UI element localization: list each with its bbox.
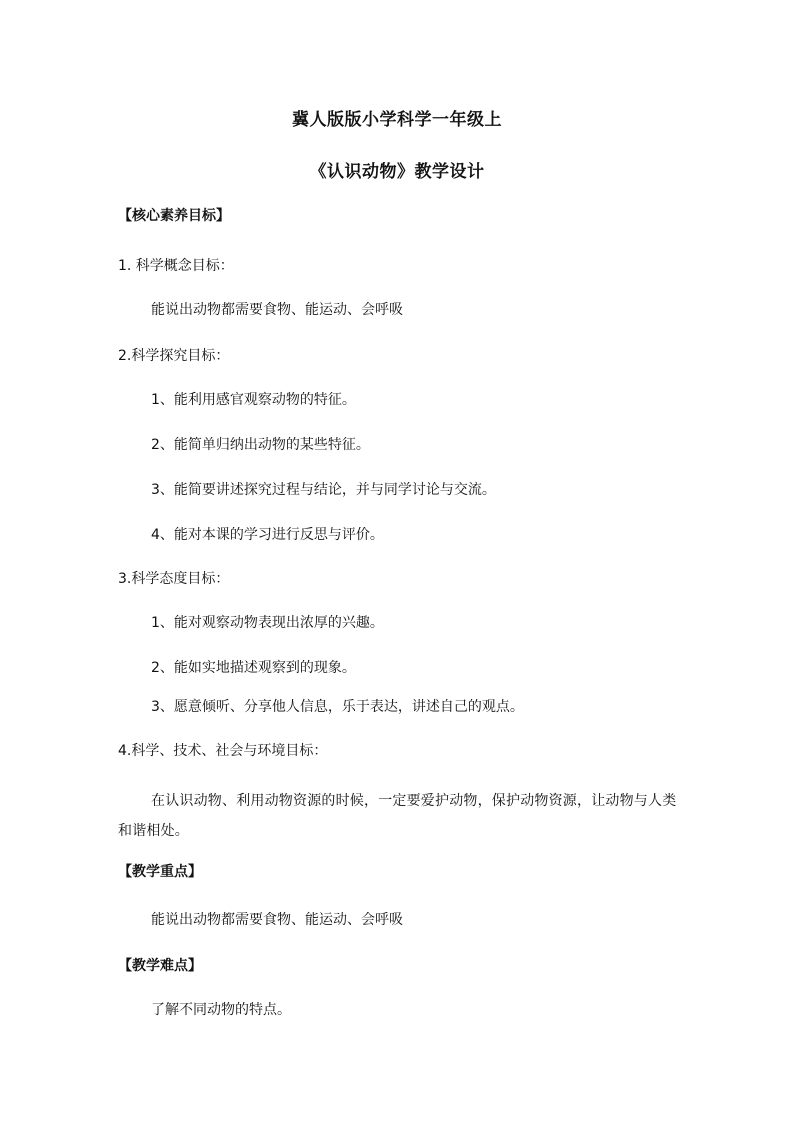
inquiry-goal-item: 1、能利用感官观察动物的特征。 bbox=[151, 392, 356, 408]
inquiry-goal-item: 4、能对本课的学习进行反思与评价。 bbox=[151, 527, 384, 543]
attitude-goal-item: 3、愿意倾听、分享他人信息，乐于表达，讲述自己的观点。 bbox=[151, 699, 524, 715]
key-points-text: 能说出动物都需要食物、能运动、会呼吸 bbox=[151, 912, 403, 928]
attitude-goal-label: 3.科学态度目标： bbox=[118, 571, 230, 587]
inquiry-goal-item: 3、能简要讲述探究过程与结论，并与同学讨论与交流。 bbox=[151, 482, 496, 498]
document-subtitle: 《认识动物》教学设计 bbox=[309, 162, 485, 182]
difficulties-heading: 【教学难点】 bbox=[118, 958, 202, 974]
concept-goal-item: 能说出动物都需要食物、能运动、会呼吸 bbox=[151, 302, 403, 318]
attitude-goal-item: 1、能对观察动物表现出浓厚的兴趣。 bbox=[151, 615, 384, 631]
concept-goal-label: 1. 科学概念目标： bbox=[118, 258, 234, 274]
difficulties-text: 了解不同动物的特点。 bbox=[151, 1002, 291, 1018]
inquiry-goal-label: 2.科学探究目标： bbox=[118, 348, 230, 364]
core-goals-heading: 【核心素养目标】 bbox=[118, 208, 230, 224]
inquiry-goal-item: 2、能简单归纳出动物的某些特征。 bbox=[151, 437, 370, 453]
stse-goal-paragraph: 在认识动物、利用动物资源的时候，一定要爱护动物，保护动物资源，让动物与人类和谐相处。 bbox=[118, 793, 677, 839]
key-points-heading: 【教学重点】 bbox=[118, 864, 202, 880]
document-title: 冀人版版小学科学一年级上 bbox=[292, 110, 502, 130]
attitude-goal-item: 2、能如实地描述观察到的现象。 bbox=[151, 660, 356, 676]
stse-goal-label: 4.科学、技术、社会与环境目标： bbox=[118, 743, 328, 759]
